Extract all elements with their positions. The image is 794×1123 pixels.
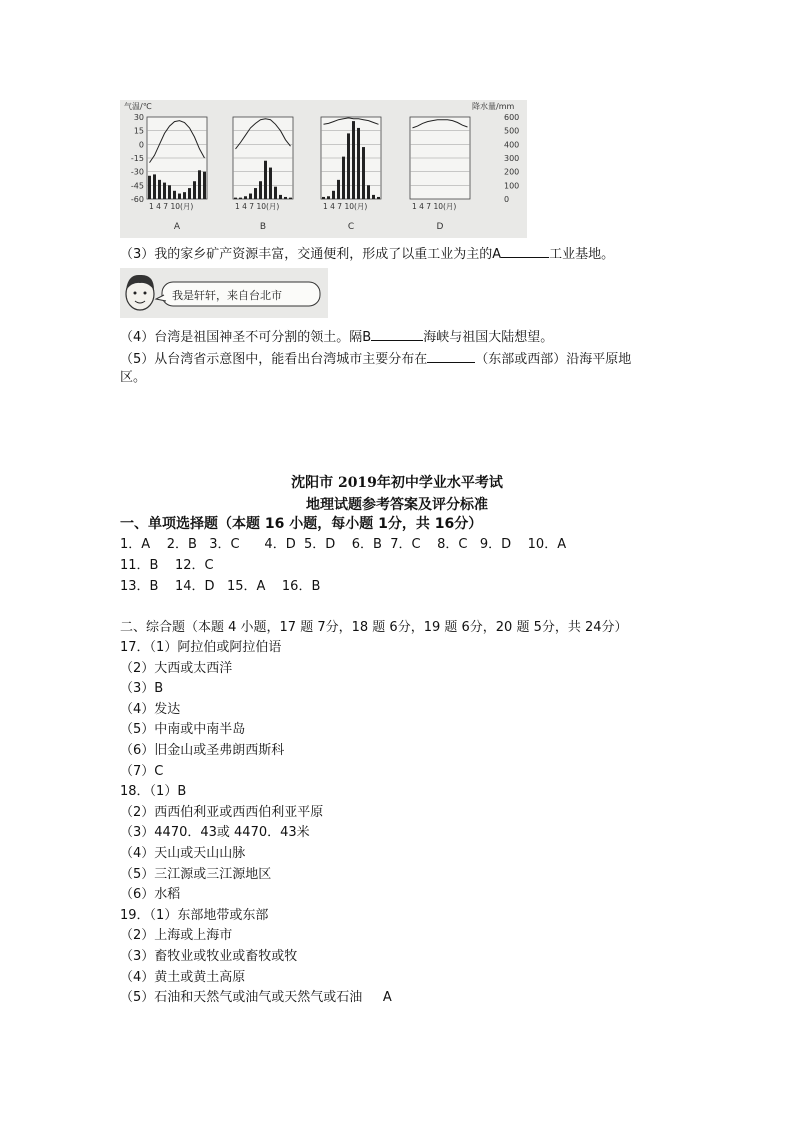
answer-key-subtitle: 地理试题参考答案及评分标准	[306, 497, 488, 513]
precipitation-bar	[254, 188, 257, 199]
q4-text-after: 海峡与祖国大陆想望。	[423, 330, 554, 345]
month-tick-label: 1 4 7 10(月)	[149, 202, 194, 211]
precipitation-bar	[193, 181, 196, 199]
q3-text-before: （3）我的家乡矿产资源丰富，交通便利，形成了以重工业为主的A	[120, 247, 502, 262]
q4-text-before: （4）台湾是祖国神圣不可分割的领土。隔B	[120, 330, 372, 345]
precipitation-bar	[362, 147, 365, 199]
precipitation-bar	[234, 198, 237, 199]
precipitation-bar	[249, 194, 252, 199]
precipitation-bar	[377, 197, 380, 199]
answer-line: （4）黄土或黄土高原	[120, 969, 246, 985]
precipitation-bar	[153, 174, 156, 199]
q4-answer-blank	[371, 326, 423, 341]
answer-line: （6）水稻	[120, 887, 181, 903]
precipitation-bar	[322, 197, 325, 199]
answer-line: （5）石油和天然气或油气或天然气或石油 A	[120, 990, 392, 1006]
precipitation-bar	[274, 187, 277, 199]
precipitation-bar	[284, 197, 287, 199]
precipitation-bar	[158, 180, 161, 199]
answer-line: （3）B	[120, 681, 164, 697]
climate-charts-svg	[120, 100, 527, 238]
month-tick-label: 1 4 7 10(月)	[323, 202, 368, 211]
precipitation-bar	[372, 195, 375, 199]
temperature-tick-label: 0	[138, 140, 144, 150]
panel-label: B	[259, 222, 267, 232]
q5-text-before: （5）从台湾省示意图中，能看出台湾城市主要分布在	[120, 352, 428, 367]
precipitation-bar	[148, 176, 151, 199]
panel-label: A	[173, 222, 181, 232]
precipitation-bar	[342, 157, 345, 199]
temperature-tick-label: -15	[130, 154, 144, 163]
precipitation-bar	[239, 198, 242, 199]
answer-line: （6）旧金山或圣弗朗西斯科	[120, 743, 285, 758]
precipitation-bar	[173, 191, 176, 199]
panel-label: D	[436, 222, 444, 232]
temperature-tick-label: -45	[130, 181, 144, 191]
precipitation-bar	[259, 181, 262, 199]
temperature-tick-label: -60	[130, 195, 144, 204]
question-5-wrap: 区。	[120, 370, 147, 385]
panel-label: C	[347, 222, 355, 232]
boy-face-icon	[126, 275, 154, 310]
answer-line: （3）畜牧业或牧业或畜牧或牧	[120, 949, 298, 964]
left-axis-title: 气温/℃	[124, 102, 152, 111]
precipitation-bar	[289, 198, 292, 199]
precipitation-bar	[347, 133, 350, 199]
answer-line: （5）三江源或三江源地区	[120, 866, 272, 882]
answer-line: （2）西西伯利亚或西西伯利亚平原	[120, 804, 324, 820]
precipitation-tick-label: 100	[504, 181, 520, 191]
section-2-heading: 二、综合题（本题 4 小题，17 题 7分，18 题 6分，19 题 6分，20 题 5分，共 24分）	[120, 620, 628, 635]
precipitation-tick-labels	[504, 113, 519, 204]
temperature-tick-label: -30	[130, 167, 144, 177]
precipitation-bar	[332, 191, 335, 199]
q3-text-after: 工业基地。	[549, 247, 615, 262]
temperature-tick-labels	[131, 113, 144, 204]
answer-line: （4）发达	[120, 701, 181, 717]
q5-answer-blank	[427, 348, 475, 363]
precipitation-tick-label: 500	[504, 126, 520, 136]
precipitation-bar	[203, 172, 206, 199]
precipitation-bar	[198, 170, 201, 199]
precipitation-bar	[188, 188, 191, 199]
mc-row-2: 11．B 12．C	[120, 558, 214, 573]
precipitation-bar	[357, 128, 360, 199]
answer-line: （4）天山或天山山脉	[120, 846, 246, 861]
month-tick-label: 1 4 7 10(月)	[412, 202, 457, 211]
answer-line: 18．（1）B	[120, 784, 187, 800]
precipitation-tick-label: 0	[504, 195, 510, 204]
precipitation-tick-label: 300	[504, 154, 520, 163]
speech-bubble-figure	[120, 268, 328, 318]
speech-bubble-svg	[120, 268, 328, 318]
answer-line: （5）中南或中南半岛	[120, 722, 246, 738]
right-axis-title: 降水量/mm	[472, 102, 515, 111]
temperature-tick-label: 15	[133, 126, 144, 136]
climate-panel-D	[410, 117, 470, 232]
precipitation-bar	[367, 185, 370, 199]
precipitation-bar	[163, 183, 166, 199]
precipitation-bar	[327, 196, 330, 199]
precipitation-bar	[279, 195, 282, 199]
precipitation-bar	[337, 180, 340, 199]
precipitation-bar	[269, 168, 272, 199]
precipitation-tick-label: 400	[504, 140, 520, 150]
climate-panel-A	[147, 117, 207, 232]
question-5	[120, 348, 631, 370]
answer-key-title: 沈阳市 2019年初中学业水平考试	[291, 475, 503, 491]
answer-line: 17．（1）阿拉伯或阿拉伯语	[120, 640, 282, 655]
section-1-heading: 一、单项选择题（本题 16 小题，每小题 1分，共 16分）	[120, 516, 483, 532]
precipitation-tick-label: 600	[504, 113, 520, 122]
question-3	[120, 243, 614, 265]
mc-row-3: 13．B 14．D 15．A 16．B	[120, 579, 321, 594]
precipitation-bar	[244, 196, 247, 199]
precipitation-bar	[168, 185, 171, 199]
climate-panel-C	[321, 117, 381, 232]
answer-line: （3）4470．43或 4470．43米	[120, 825, 310, 841]
precipitation-bar	[178, 194, 181, 199]
question-4	[120, 326, 553, 348]
month-tick-label: 1 4 7 10(月)	[235, 202, 280, 211]
temperature-tick-label: 30	[133, 113, 144, 122]
climate-panels	[147, 117, 470, 232]
answer-line: （7）C	[120, 763, 164, 779]
speech-text: 我是轩轩，来自台北市	[172, 289, 282, 302]
precipitation-bar	[264, 161, 267, 199]
climate-charts-figure	[120, 100, 527, 238]
q3-answer-blank	[501, 243, 549, 258]
precipitation-bar	[352, 121, 355, 199]
answer-line: （2）上海或上海市	[120, 928, 233, 944]
q5-text-after: （东部或西部）沿海平原地	[475, 352, 632, 367]
climate-panel-B	[233, 117, 293, 232]
mc-row-1: 1．A 2．B 3．C 4．D 5．D 6．B 7．C 8．C 9．D 10．A	[120, 537, 567, 552]
answer-line: （2）大西或太西洋	[120, 660, 233, 676]
answer-line: 19．（1）东部地带或东部	[120, 907, 269, 923]
precipitation-bar	[183, 192, 186, 199]
precipitation-tick-label: 200	[504, 167, 520, 177]
